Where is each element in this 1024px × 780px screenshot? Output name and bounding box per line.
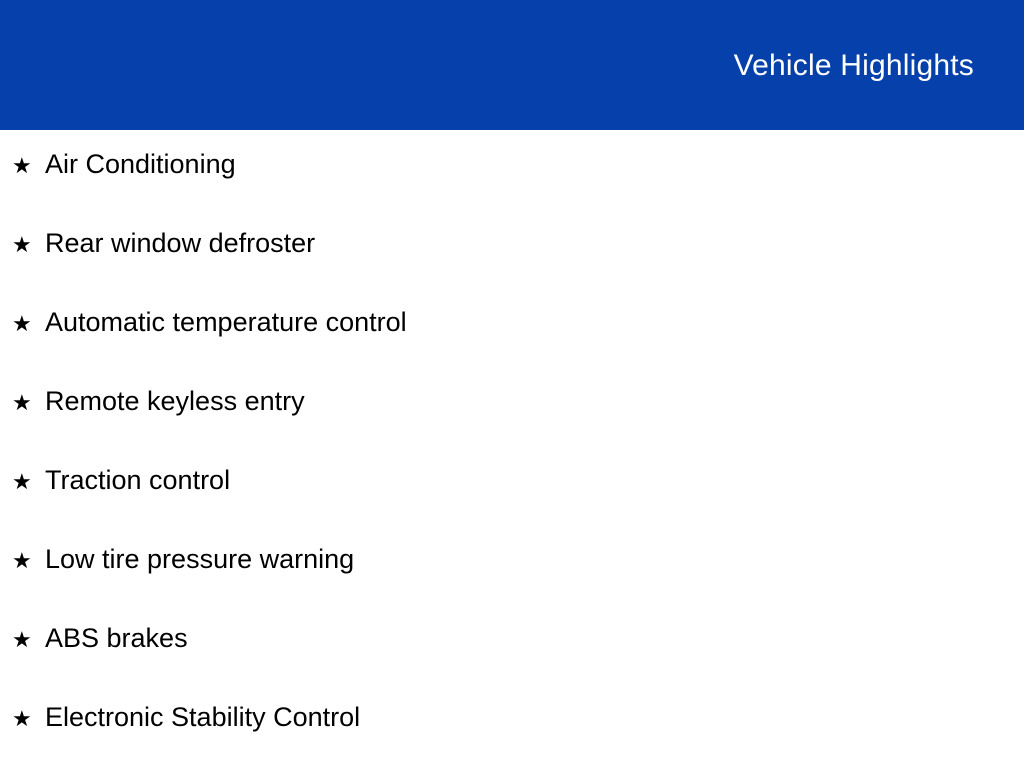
list-item xyxy=(0,622,1024,701)
star-icon: ★ xyxy=(12,469,32,494)
list-item xyxy=(0,464,1024,543)
vehicle-highlights-list xyxy=(0,148,1024,780)
list-item-label: ABS brakes xyxy=(45,623,188,653)
list-item-label: Traction control xyxy=(45,465,231,495)
list-item xyxy=(0,543,1024,622)
list-item-label: Automatic temperature control xyxy=(45,307,407,337)
list-item-label: Remote keyless entry xyxy=(45,386,305,416)
star-icon: ★ xyxy=(12,390,32,415)
star-icon: ★ xyxy=(12,548,32,573)
list-item xyxy=(0,385,1024,464)
star-icon: ★ xyxy=(12,627,32,652)
header-band xyxy=(0,0,1024,130)
list-item xyxy=(0,148,1024,227)
list-item-label: Electronic Stability Control xyxy=(45,702,361,732)
star-icon: ★ xyxy=(12,706,32,731)
list-item xyxy=(0,701,1024,780)
list-item-label: Air Conditioning xyxy=(45,149,236,179)
page-title: Vehicle Highlights xyxy=(733,49,974,82)
list-item-label: Low tire pressure warning xyxy=(45,544,355,574)
list-item xyxy=(0,306,1024,385)
star-icon: ★ xyxy=(12,311,32,336)
star-icon: ★ xyxy=(12,153,32,178)
list-item-label: Rear window defroster xyxy=(45,228,316,258)
list-item xyxy=(0,227,1024,306)
star-icon: ★ xyxy=(12,232,32,257)
